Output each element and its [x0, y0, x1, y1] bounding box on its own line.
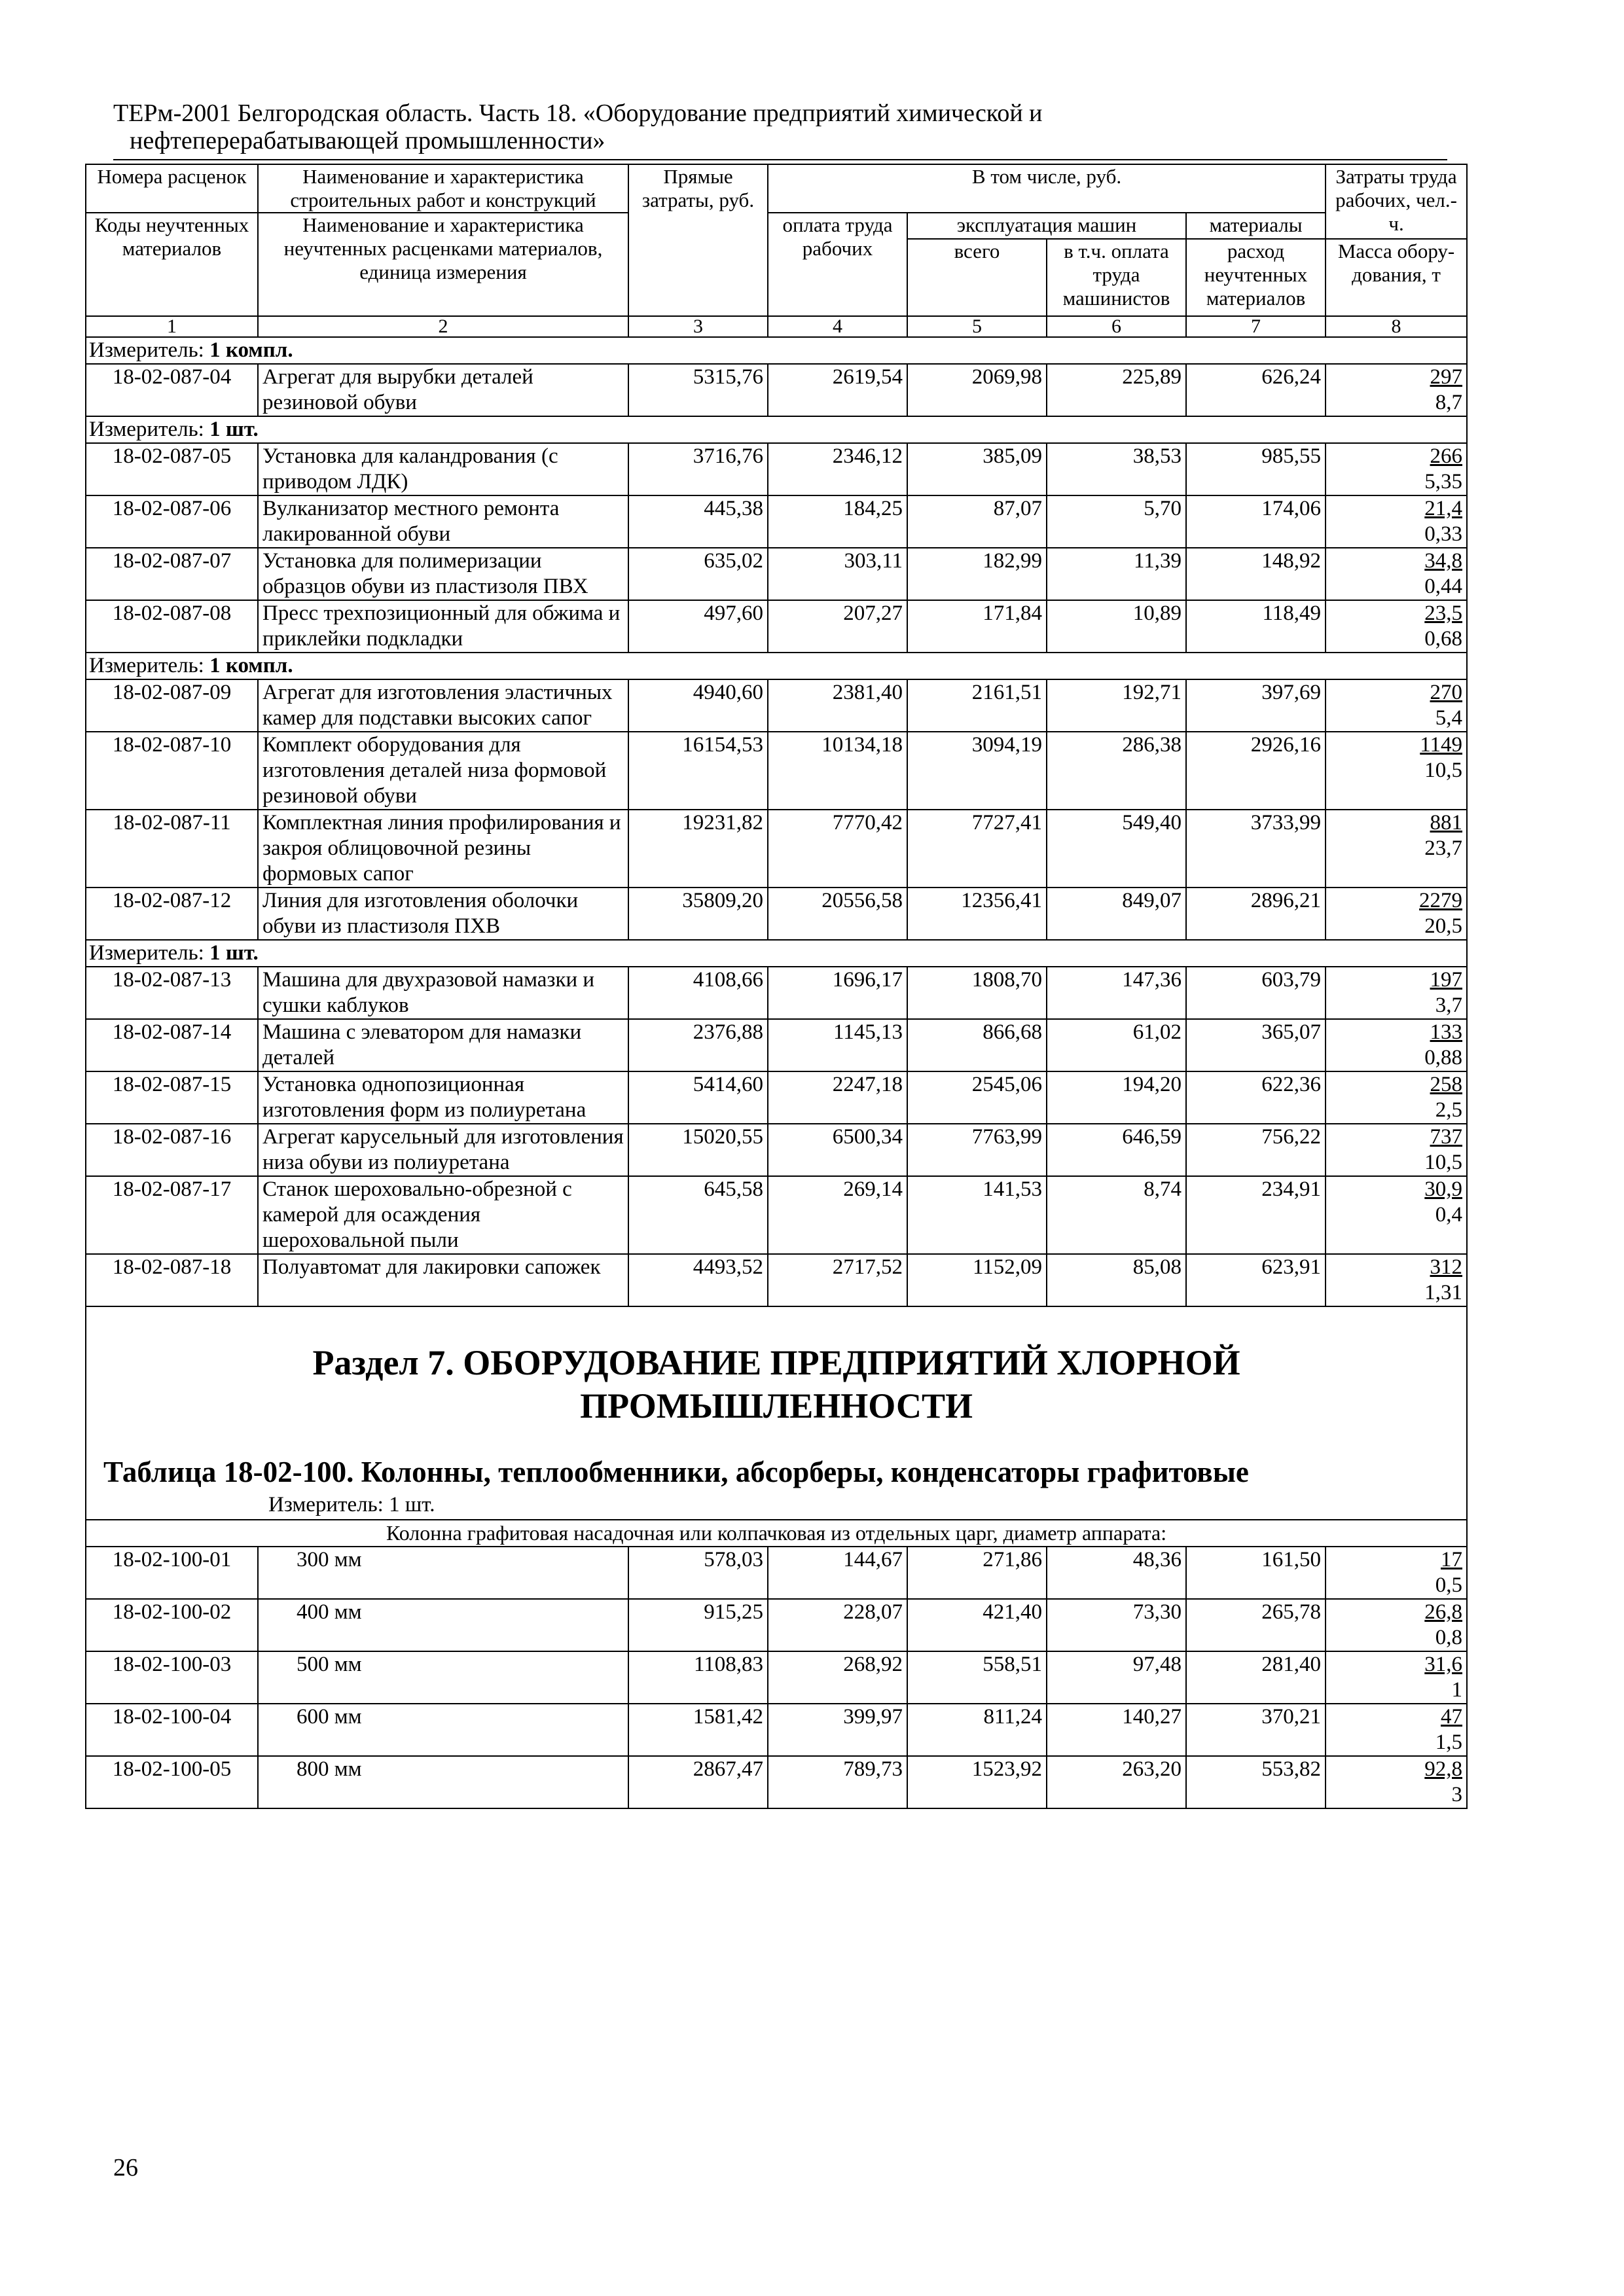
worker-wage: 207,27: [768, 600, 907, 653]
materials-header: материалы: [1186, 213, 1326, 239]
direct-cost: 4940,60: [628, 679, 768, 732]
rate-code: 18-02-087-05: [86, 443, 258, 495]
worker-wage: 1145,13: [768, 1019, 907, 1071]
operator-wage: 194,20: [1047, 1071, 1186, 1124]
table-row: [86, 967, 1467, 1019]
equipment-mass: 0,4: [1435, 1203, 1463, 1227]
operator-wage: 85,08: [1047, 1254, 1186, 1306]
equipment-mass: 10,5: [1424, 1151, 1463, 1174]
rate-code: 18-02-087-13: [86, 967, 258, 1019]
machine-cost: 2069,98: [907, 364, 1047, 416]
labor-cost: 312: [1430, 1255, 1463, 1279]
equipment-mass: 5,4: [1435, 706, 1463, 730]
measure-row: [86, 940, 1467, 967]
direct-cost: 4493,52: [628, 1254, 768, 1306]
worker-wage: 2346,12: [768, 443, 907, 495]
table-row: [86, 1176, 1467, 1254]
measure-row: [86, 416, 1467, 443]
column-numbers-row: [86, 316, 1467, 337]
col5-header: всего: [907, 239, 1047, 316]
equipment-mass: 0,5: [1435, 1573, 1463, 1597]
labor-cost: 270: [1430, 681, 1463, 704]
worker-wage: 1696,17: [768, 967, 907, 1019]
machine-cost: 7727,41: [907, 810, 1047, 888]
operator-wage: 61,02: [1047, 1019, 1186, 1071]
measure-row: [86, 337, 1467, 364]
machine-cost: 12356,41: [907, 888, 1047, 940]
operator-wage: 11,39: [1047, 548, 1186, 600]
col-number: 3: [628, 316, 768, 337]
work-name: Линия для изготовления оболочки обуви из пластизоля ПХВ: [258, 888, 628, 940]
rate-code: 18-02-087-07: [86, 548, 258, 600]
operator-wage: 10,89: [1047, 600, 1186, 653]
machine-cost: 271,86: [907, 1547, 1047, 1599]
col1-bottom-header: Коды неучтенных материалов: [86, 213, 258, 316]
col4-header: оплата труда рабочих: [768, 213, 907, 316]
rate-code: 18-02-087-06: [86, 495, 258, 548]
equipment-mass: 5,35: [1424, 470, 1463, 493]
equipment-mass: 8,7: [1435, 391, 1463, 414]
group-heading-row: [86, 1520, 1467, 1547]
diameter: 300 мм: [258, 1547, 628, 1599]
rate-code: 18-02-087-09: [86, 679, 258, 732]
worker-wage: 789,73: [768, 1756, 907, 1808]
col2-bottom-header: Наименование и характеристика неучтенных расценками материалов, единица измерения: [258, 213, 628, 316]
measure-label: Измеритель:: [89, 338, 210, 362]
materials-cost: 622,36: [1186, 1071, 1326, 1124]
materials-cost: 148,92: [1186, 548, 1326, 600]
materials-cost: 2896,21: [1186, 888, 1326, 940]
machine-cost: 866,68: [907, 1019, 1047, 1071]
labor-cost: 258: [1430, 1073, 1463, 1096]
work-name: Комплектная линия профилирования и закроя облицовочной резины формовых сапог: [258, 810, 628, 888]
machine-cost: 421,40: [907, 1599, 1047, 1651]
materials-cost: 3733,99: [1186, 810, 1326, 888]
labor-cost: 21,4: [1424, 497, 1463, 520]
labor-cost: 30,9: [1424, 1177, 1463, 1201]
direct-cost: 16154,53: [628, 732, 768, 810]
col-number: 4: [768, 316, 907, 337]
machine-cost: 141,53: [907, 1176, 1047, 1254]
materials-cost: 161,50: [1186, 1547, 1326, 1599]
worker-wage: 20556,58: [768, 888, 907, 940]
measure-label: Измеритель:: [89, 941, 210, 965]
worker-wage: 268,92: [768, 1651, 907, 1704]
table-row: [86, 1547, 1467, 1599]
work-name: Агрегат карусельный для изготовления низа обуви из полиуретана: [258, 1124, 628, 1176]
rate-code: 18-02-087-10: [86, 732, 258, 810]
col-number: 8: [1326, 316, 1467, 337]
direct-cost: 3716,76: [628, 443, 768, 495]
col-number: 2: [258, 316, 628, 337]
col6-header: в т.ч. оплата труда машинистов: [1047, 239, 1186, 316]
section-heading-row: [86, 1306, 1467, 1520]
equipment-mass: 20,5: [1424, 914, 1463, 938]
materials-cost: 234,91: [1186, 1176, 1326, 1254]
table-row: [86, 1254, 1467, 1306]
rate-code: 18-02-087-11: [86, 810, 258, 888]
equipment-mass: 0,44: [1424, 575, 1463, 598]
operator-wage: 8,74: [1047, 1176, 1186, 1254]
materials-cost: 626,24: [1186, 364, 1326, 416]
table-row: [86, 1651, 1467, 1704]
rate-code: 18-02-087-16: [86, 1124, 258, 1176]
machine-cost: 1808,70: [907, 967, 1047, 1019]
group-heading: Колонна графитовая насадочная или колпачковая из отдельных царг, диаметр аппарата:: [86, 1520, 1467, 1547]
col8-bottom-header: Масса обору-дования, т: [1326, 239, 1467, 316]
rate-code: 18-02-087-14: [86, 1019, 258, 1071]
machine-cost: 2545,06: [907, 1071, 1047, 1124]
machine-cost: 182,99: [907, 548, 1047, 600]
worker-wage: 7770,42: [768, 810, 907, 888]
equipment-mass: 23,7: [1424, 836, 1463, 860]
materials-cost: 397,69: [1186, 679, 1326, 732]
labor-cost: 26,8: [1424, 1600, 1463, 1624]
col2-top-header: Наименование и характеристика строительных работ и конструкций: [258, 164, 628, 213]
direct-cost: 1581,42: [628, 1704, 768, 1756]
direct-cost: 5315,76: [628, 364, 768, 416]
worker-wage: 6500,34: [768, 1124, 907, 1176]
document-header-line1: ТЕРм-2001 Белгородская область. Часть 18. «Оборудование предприятий химической и: [113, 99, 1043, 127]
work-name: Станок шероховально-обрезной с камерой для осаждения шероховальной пыли: [258, 1176, 628, 1254]
direct-cost: 445,38: [628, 495, 768, 548]
machine-cost: 1152,09: [907, 1254, 1047, 1306]
labor-cost: 297: [1430, 365, 1463, 389]
rate-code: 18-02-087-04: [86, 364, 258, 416]
worker-wage: 399,97: [768, 1704, 907, 1756]
header-rule: [113, 159, 1447, 160]
operator-wage: 48,36: [1047, 1547, 1186, 1599]
labor-cost: 133: [1430, 1020, 1463, 1044]
rate-code: 18-02-087-08: [86, 600, 258, 653]
operator-wage: 549,40: [1047, 810, 1186, 888]
diameter: 400 мм: [258, 1599, 628, 1651]
direct-cost: 578,03: [628, 1547, 768, 1599]
operator-wage: 140,27: [1047, 1704, 1186, 1756]
work-name: Комплект оборудования для изготовления деталей низа формовой резиновой обуви: [258, 732, 628, 810]
worker-wage: 2247,18: [768, 1071, 907, 1124]
direct-cost: 19231,82: [628, 810, 768, 888]
table-row: [86, 495, 1467, 548]
measure-row: [86, 653, 1467, 679]
table-row: [86, 888, 1467, 940]
including-header: В том числе, руб.: [768, 164, 1326, 213]
machine-cost: 87,07: [907, 495, 1047, 548]
work-name: Агрегат для вырубки деталей резиновой обуви: [258, 364, 628, 416]
operator-wage: 97,48: [1047, 1651, 1186, 1704]
materials-cost: 623,91: [1186, 1254, 1326, 1306]
rate-code: 18-02-100-04: [86, 1704, 258, 1756]
col-number: 1: [86, 316, 258, 337]
col-number: 7: [1186, 316, 1326, 337]
labor-cost: 23,5: [1424, 601, 1463, 625]
worker-wage: 269,14: [768, 1176, 907, 1254]
direct-cost: 5414,60: [628, 1071, 768, 1124]
machine-cost: 558,51: [907, 1651, 1047, 1704]
operator-wage: 73,30: [1047, 1599, 1186, 1651]
operator-wage: 147,36: [1047, 967, 1186, 1019]
rate-code: 18-02-100-03: [86, 1651, 258, 1704]
equipment-mass: 1,5: [1435, 1731, 1463, 1754]
measure-label: Измеритель:: [89, 654, 210, 677]
direct-cost: 2376,88: [628, 1019, 768, 1071]
col8-top-header: Затраты труда рабочих, чел.-ч.: [1326, 164, 1467, 239]
materials-cost: 756,22: [1186, 1124, 1326, 1176]
direct-cost: 1108,83: [628, 1651, 768, 1704]
labor-cost: 92,8: [1424, 1757, 1463, 1781]
work-name: Вулканизатор местного ремонта лакированной обуви: [258, 495, 628, 548]
measure-unit: 1 шт.: [209, 418, 259, 441]
table-row: [86, 1756, 1467, 1808]
col-number: 5: [907, 316, 1047, 337]
labor-cost: 31,6: [1424, 1653, 1463, 1676]
work-name: Пресс трехпозиционный для обжима и приклейки подкладки: [258, 600, 628, 653]
materials-cost: 118,49: [1186, 600, 1326, 653]
operator-wage: 38,53: [1047, 443, 1186, 495]
worker-wage: 2381,40: [768, 679, 907, 732]
equipment-mass: 1: [1451, 1678, 1463, 1702]
col3-header: Прямые затраты, руб.: [628, 164, 768, 316]
materials-cost: 281,40: [1186, 1651, 1326, 1704]
equipment-mass: 0,8: [1435, 1626, 1463, 1649]
operator-wage: 286,38: [1047, 732, 1186, 810]
measure-unit: 1 компл.: [209, 338, 293, 362]
table-row: [86, 364, 1467, 416]
labor-cost: 1149: [1420, 733, 1463, 757]
measure-unit: 1 шт.: [209, 941, 259, 965]
machine-cost: 7763,99: [907, 1124, 1047, 1176]
section-title-line1: Раздел 7. ОБОРУДОВАНИЕ ПРЕДПРИЯТИЙ ХЛОРНОЙ: [312, 1343, 1240, 1382]
work-name: Машина для двухразовой намазки и сушки каблуков: [258, 967, 628, 1019]
machine-cost: 385,09: [907, 443, 1047, 495]
machine-cost: 1523,92: [907, 1756, 1047, 1808]
labor-cost: 2279: [1419, 889, 1463, 912]
section-title-line2: ПРОМЫШЛЕННОСТИ: [580, 1386, 973, 1426]
labor-cost: 17: [1441, 1548, 1463, 1571]
labor-cost: 881: [1430, 811, 1463, 834]
materials-cost: 553,82: [1186, 1756, 1326, 1808]
labor-cost: 34,8: [1424, 549, 1463, 573]
measure-label: Измеритель:: [89, 418, 210, 441]
operator-wage: 5,70: [1047, 495, 1186, 548]
worker-wage: 2619,54: [768, 364, 907, 416]
labor-cost: 47: [1441, 1705, 1463, 1729]
direct-cost: 35809,20: [628, 888, 768, 940]
direct-cost: 2867,47: [628, 1756, 768, 1808]
table-row: [86, 732, 1467, 810]
materials-cost: 603,79: [1186, 967, 1326, 1019]
operator-wage: 263,20: [1047, 1756, 1186, 1808]
table-row: [86, 443, 1467, 495]
diameter: 800 мм: [258, 1756, 628, 1808]
operator-wage: 225,89: [1047, 364, 1186, 416]
work-name: Агрегат для изготовления эластичных камер для подставки высоких сапог: [258, 679, 628, 732]
table-row: [86, 810, 1467, 888]
rate-code: 18-02-087-12: [86, 888, 258, 940]
page-number: 26: [113, 2154, 138, 2181]
work-name: Установка для каландрования (с приводом ЛДК): [258, 443, 628, 495]
operator-wage: 646,59: [1047, 1124, 1186, 1176]
rate-code: 18-02-100-05: [86, 1756, 258, 1808]
equipment-mass: 10,5: [1424, 759, 1463, 782]
table-row: [86, 548, 1467, 600]
worker-wage: 184,25: [768, 495, 907, 548]
equipment-mass: 1,31: [1424, 1281, 1463, 1304]
labor-cost: 737: [1430, 1125, 1463, 1149]
table-row: [86, 679, 1467, 732]
table-row: [86, 1124, 1467, 1176]
worker-wage: 144,67: [768, 1547, 907, 1599]
worker-wage: 2717,52: [768, 1254, 907, 1306]
direct-cost: 915,25: [628, 1599, 768, 1651]
table-row: [86, 1704, 1467, 1756]
work-name: Установка для полимеризации образцов обуви из пластизоля ПВХ: [258, 548, 628, 600]
table-title: Таблица 18-02-100. Колонны, теплообменники, абсорберы, конденсаторы графитовые: [103, 1456, 1249, 1488]
machine-cost: 811,24: [907, 1704, 1047, 1756]
materials-cost: 370,21: [1186, 1704, 1326, 1756]
measure-unit: 1 компл.: [209, 654, 293, 677]
direct-cost: 4108,66: [628, 967, 768, 1019]
materials-cost: 985,55: [1186, 443, 1326, 495]
col-number: 6: [1047, 316, 1186, 337]
rates-table: [85, 164, 1468, 1809]
materials-cost: 174,06: [1186, 495, 1326, 548]
labor-cost: 197: [1430, 968, 1463, 992]
work-name: Полуавтомат для лакировки сапожек: [258, 1254, 628, 1306]
machines-header: эксплуатация машин: [907, 213, 1186, 239]
equipment-mass: 0,88: [1424, 1046, 1463, 1069]
rate-code: 18-02-087-17: [86, 1176, 258, 1254]
worker-wage: 228,07: [768, 1599, 907, 1651]
rate-code: 18-02-087-15: [86, 1071, 258, 1124]
work-name: Установка однопозиционная изготовления форм из полиуретана: [258, 1071, 628, 1124]
equipment-mass: 3,7: [1435, 994, 1463, 1017]
equipment-mass: 2,5: [1435, 1098, 1463, 1122]
rate-code: 18-02-100-02: [86, 1599, 258, 1651]
machine-cost: 171,84: [907, 600, 1047, 653]
worker-wage: 303,11: [768, 548, 907, 600]
machine-cost: 3094,19: [907, 732, 1047, 810]
table-row: [86, 600, 1467, 653]
rate-code: 18-02-100-01: [86, 1547, 258, 1599]
materials-cost: 365,07: [1186, 1019, 1326, 1071]
direct-cost: 497,60: [628, 600, 768, 653]
machine-cost: 2161,51: [907, 679, 1047, 732]
operator-wage: 849,07: [1047, 888, 1186, 940]
col1-top-header: Номера расценок: [86, 164, 258, 213]
document-header-line2: нефтеперерабатывающей промышленности»: [130, 127, 605, 154]
materials-cost: 265,78: [1186, 1599, 1326, 1651]
direct-cost: 635,02: [628, 548, 768, 600]
rate-code: 18-02-087-18: [86, 1254, 258, 1306]
equipment-mass: 0,33: [1424, 522, 1463, 546]
diameter: 500 мм: [258, 1651, 628, 1704]
direct-cost: 645,58: [628, 1176, 768, 1254]
direct-cost: 15020,55: [628, 1124, 768, 1176]
equipment-mass: 0,68: [1424, 627, 1463, 651]
table-row: [86, 1599, 1467, 1651]
table-row: [86, 1071, 1467, 1124]
labor-cost: 266: [1430, 444, 1463, 468]
materials-cost: 2926,16: [1186, 732, 1326, 810]
measure-unit: 1 шт.: [389, 1493, 435, 1516]
work-name: Машина с элеватором для намазки деталей: [258, 1019, 628, 1071]
equipment-mass: 3: [1451, 1783, 1463, 1806]
table-row: [86, 1019, 1467, 1071]
operator-wage: 192,71: [1047, 679, 1186, 732]
col7-header: расход неучтенных материалов: [1186, 239, 1326, 316]
measure-label: Измеритель:: [268, 1493, 389, 1516]
worker-wage: 10134,18: [768, 732, 907, 810]
diameter: 600 мм: [258, 1704, 628, 1756]
